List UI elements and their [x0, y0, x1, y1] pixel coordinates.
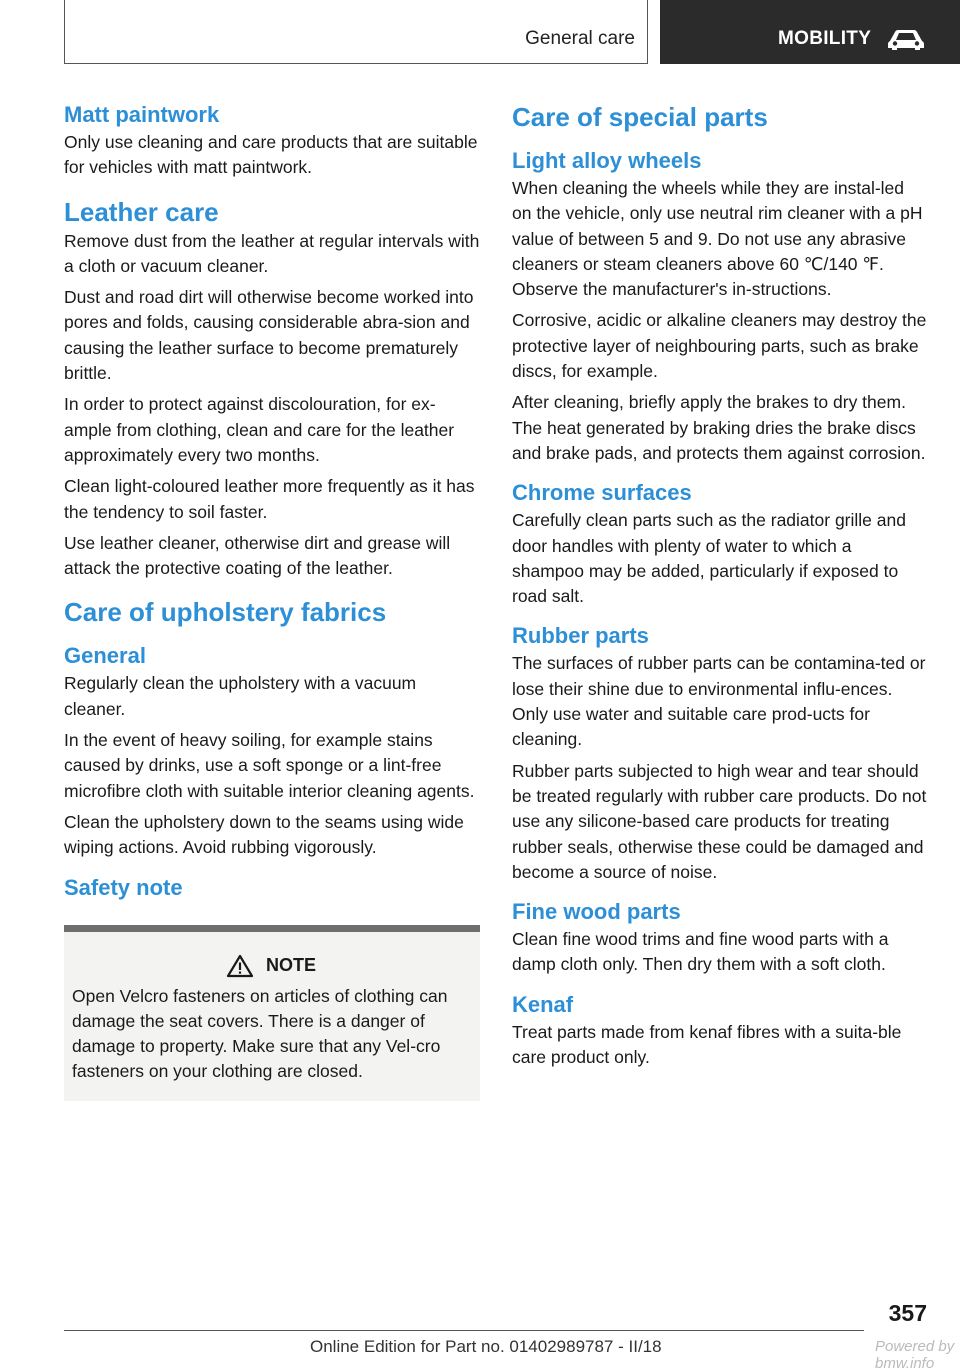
leather-paragraph-2: Dust and road dirt will otherwise become worked into pores and folds, causing considerable abra-sion and causing the leather surface to become prematurely brittle.	[64, 287, 474, 384]
footer-watermark: Powered by bmw.info	[875, 1338, 955, 1372]
header-section-box	[64, 0, 648, 64]
general-paragraph-2: In the event of heavy soiling, for example stains caused by drinks, use a soft sponge or a lint-free microfibre cloth with suitable interior cleaning agents.	[64, 730, 475, 801]
upholstery-heading: Care of upholstery fabrics	[64, 597, 387, 628]
leather-paragraph-3: In order to protect against discolouration, for ex-ample from clothing, clean and care for the leather approximately every two months.	[64, 394, 455, 465]
leather-care-heading: Leather care	[64, 196, 219, 227]
rubber-paragraph-2: Rubber parts subjected to high wear and tear should be treated regularly with rubber care products. Do not use any silicone-based care products for treating rubber seals, otherwise these could be damaged and become a source of noise.	[512, 760, 927, 882]
wood-paragraph-1: Clean fine wood trims and fine wood parts with a damp cloth only. Then dry them with a soft cloth.	[512, 929, 889, 975]
note-label: NOTE	[265, 955, 316, 976]
wood-heading: Fine wood parts	[512, 899, 681, 925]
footer-divider	[64, 1330, 864, 1331]
note-text: Open Velcro fasteners on articles of clothing can damage the seat covers. There is a danger of damage to property. Make sure that any Vel-cro fasteners on your clothing are closed.	[72, 985, 448, 1082]
general-heading: General	[64, 643, 146, 669]
general-paragraph-3: Clean the upholstery down to the seams using wide wiping actions. Avoid rubbing vigorously.	[64, 811, 464, 858]
left-column	[64, 100, 480, 1101]
page-number: 357	[888, 1300, 927, 1326]
alloy-paragraph-2: Corrosive, acidic or alkaline cleaners may destroy the protective layer of neighbouring parts, such as brake discs, for example.	[512, 310, 927, 382]
note-header	[72, 954, 470, 978]
alloy-paragraph-3: After cleaning, briefly apply the brakes to dry them. The heat generated by braking dries the brake discs and brake pads, and protects them against corrosion.	[512, 392, 926, 463]
header-chapter-title: MOBILITY	[778, 28, 872, 49]
matt-paragraph-1: Only use cleaning and care products that are suitable for vehicles with matt paintwork.	[64, 132, 478, 178]
note-box	[64, 925, 480, 1101]
rubber-heading: Rubber parts	[512, 623, 649, 649]
chrome-paragraph-1: Carefully clean parts such as the radiator grille and door handles with plenty of water to which a shampoo may be added, particularly if exposed to road salt.	[512, 510, 906, 607]
alloy-paragraph-1: When cleaning the wheels while they are instal-led on the vehicle, only use neutral rim cleaner with a pH value of between 5 and 9. Do not use any abrasive cleaners or steam cleaners above 60 ℃/140 ℉. Observe the manufacturer's in-structions.	[512, 178, 923, 300]
safety-note-heading: Safety note	[64, 874, 183, 900]
header-chapter-box	[660, 0, 960, 64]
rubber-paragraph-1: The surfaces of rubber parts can be contamina-ted or lose their shine due to environmental influ-ences. Only use water and suitable care prod-ucts for cleaning.	[512, 653, 926, 750]
footer-edition: Online Edition for Part no. 01402989787 - II/18	[310, 1337, 662, 1356]
leather-paragraph-5: Use leather cleaner, otherwise dirt and grease will attack the protective coating of the leather.	[64, 532, 451, 579]
header-section-title: General care	[525, 28, 635, 49]
matt-paintwork-heading: Matt paintwork	[64, 102, 220, 127]
special-parts-heading: Care of special parts	[512, 102, 768, 132]
leather-paragraph-1: Remove dust from the leather at regular intervals with a cloth or vacuum cleaner.	[64, 230, 480, 276]
alloy-wheels-heading: Light alloy wheels	[512, 148, 702, 173]
kenaf-heading: Kenaf	[512, 991, 574, 1017]
general-paragraph-1: Regularly clean the upholstery with a vacuum cleaner.	[64, 673, 417, 719]
leather-paragraph-4: Clean light-coloured leather more frequently as it has the tendency to soil faster.	[64, 476, 475, 522]
chrome-heading: Chrome surfaces	[512, 480, 692, 506]
car-icon	[886, 28, 926, 52]
right-column	[512, 100, 928, 1076]
kenaf-paragraph-1: Treat parts made from kenaf fibres with a suita-ble care product only.	[512, 1021, 902, 1068]
warning-triangle-icon	[226, 954, 254, 978]
